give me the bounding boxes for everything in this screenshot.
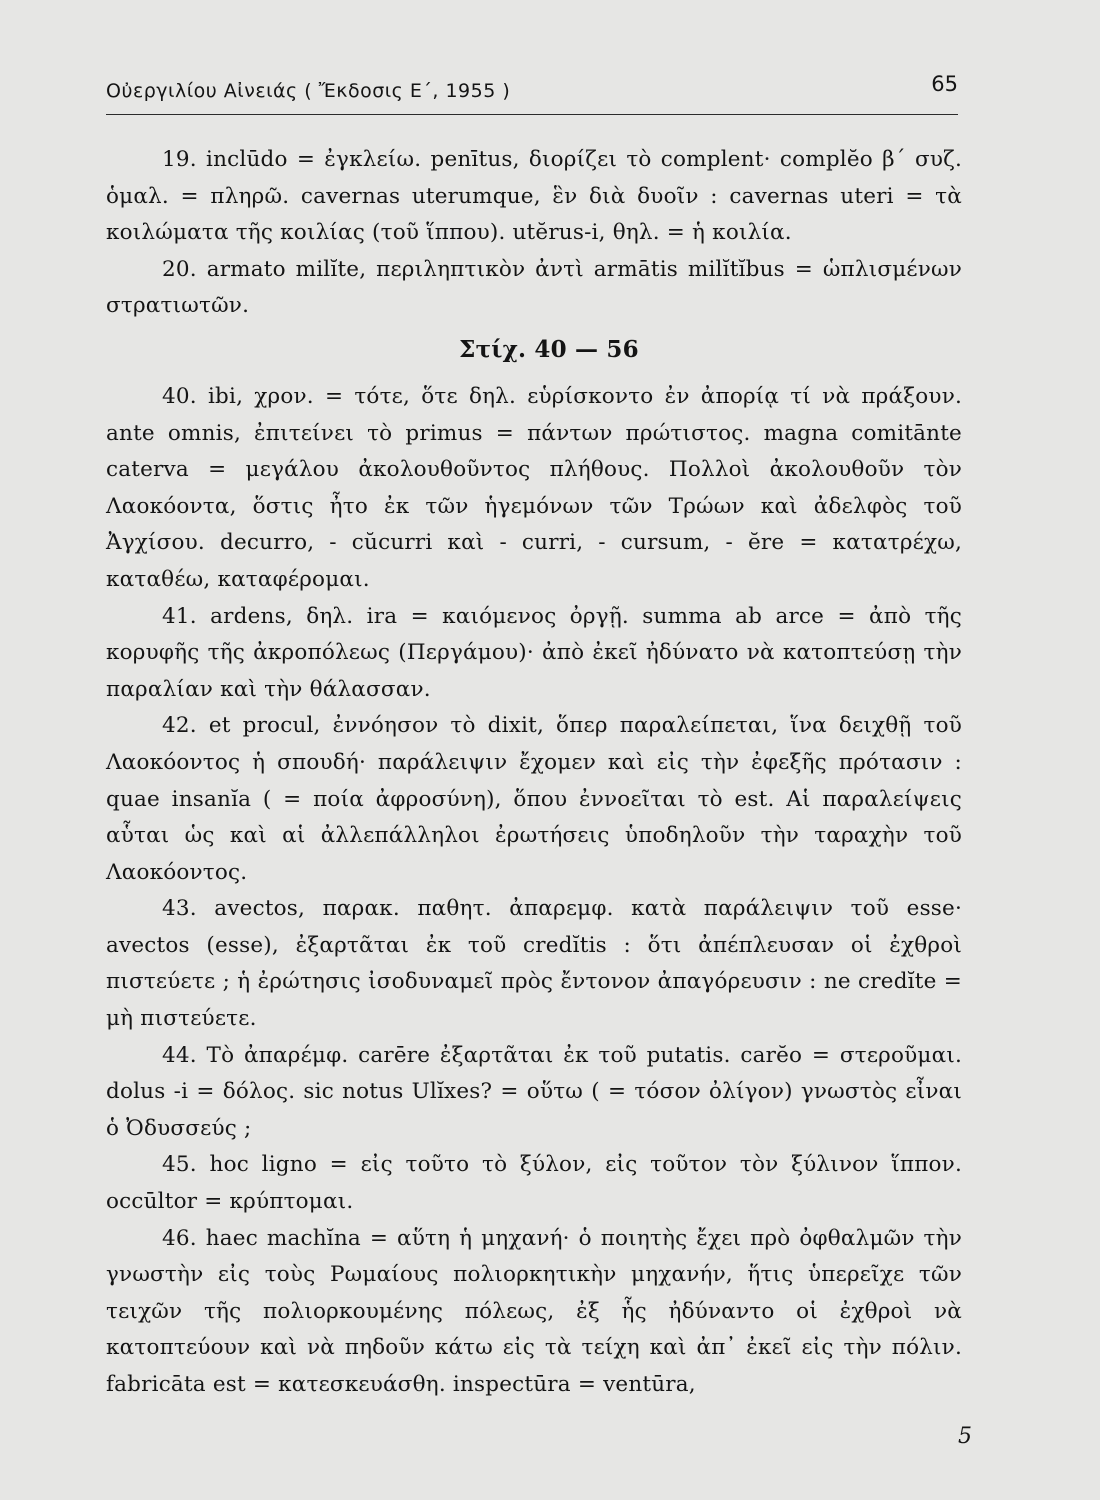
running-header xyxy=(106,72,958,115)
note-text: hoc ligno = εἰς τοῦτο τὸ ξύλον, εἰς τοῦτον τὸν ξύλινον ἵππον. occūltor = κρύπτομαι. xyxy=(106,1152,962,1215)
note-text: avectos, παρακ. παθητ. ἀπαρεμφ. κατὰ παράλειψιν τοῦ esse· avectos (esse), ἐξαρτᾶται ἐκ τοῦ credĭtis : ὅτι ἀπέπλευσαν οἱ ἐχθροὶ πιστεύετε ; ἡ ἐρώτησις ἰσοδυναμεῖ πρὸς ἔντονον ἀπαγόρευσιν : ne credĭte = μὴ πιστεύετε. xyxy=(106,896,962,1032)
note-number: 42. xyxy=(162,713,197,739)
note-text: Τὸ ἀπαρέμφ. carēre ἐξαρτᾶται ἐκ τοῦ putatis. carĕo = στεροῦμαι. dolus -i = δόλος. sic notus Ulĭxes? = οὕτω ( = τόσον ὀλίγον) γνωστὸς εἶναι ὁ Ὀδυσσεύς ; xyxy=(106,1042,962,1141)
commentary-note xyxy=(106,891,962,1037)
commentary-note xyxy=(106,142,962,252)
note-number: 19. xyxy=(162,147,197,172)
commentary-body xyxy=(106,142,962,1404)
page-number: 65 xyxy=(931,72,958,96)
note-number: 44. xyxy=(162,1042,197,1068)
note-number: 40. xyxy=(162,383,197,409)
note-text: ardens, δηλ. ira = καιόμενος ὀργῇ. summa ab arce = ἀπὸ τῆς κορυφῆς τῆς ἀκροπόλεως (Περγάμου)· ἀπὸ ἐκεῖ ἠδύνατο νὰ κατοπτεύσῃ τὴν παραλίαν καὶ τὴν θάλασσαν. xyxy=(106,603,962,702)
note-number: 20. xyxy=(162,256,197,282)
running-title: Οὐεργιλίου Αἰνειάς ( Ἔκδοσις Ε΄, 1955 ) xyxy=(106,80,511,102)
commentary-note xyxy=(106,1038,962,1148)
commentary-note xyxy=(106,1221,962,1404)
notes-group-after-heading xyxy=(106,379,962,1404)
note-text: armato milĭte, περιληπτικὸν ἀντὶ armātis milĭtĭbus = ὡπλισμένων στρατιωτῶν. xyxy=(106,256,963,319)
commentary-note xyxy=(106,708,962,891)
note-number: 41. xyxy=(162,603,197,629)
notes-group-before-heading xyxy=(106,142,962,325)
note-number: 45. xyxy=(162,1152,197,1178)
commentary-note xyxy=(106,1147,962,1220)
note-text: inclūdo = ἐγκλείω. penītus, διορίζει τὸ complent· complĕo β΄ συζ. ὁμαλ. = πληρῶ. cavernas uterumque, ἓν διὰ δυοῖν : cavernas uteri = τὰ κοιλώματα τῆς κοιλίας (τοῦ ἵππου). utĕrus-i, θηλ. = ἡ κοιλία. xyxy=(106,147,962,246)
note-text: haec machĭna = αὕτη ἡ μηχανή· ὁ ποιητὴς ἔχει πρὸ ὀφθαλμῶν τὴν γνωστὴν εἰς τοὺς Ρωμαίους πολιορκητικὴν μηχανήν, ἥτις ὑπερεῖχε τῶν τειχῶν τῆς πολιορκουμένης πόλεως, ἐξ ἧς ἠδύναντο οἱ ἐχθροὶ νὰ κατοπτεύουν καὶ νὰ πηδοῦν κάτω εἰς τὰ τείχη καὶ ἀπ᾽ ἐκεῖ εἰς τὴν πόλιν. fabricāta est = κατεσκευάσθη. inspectūra = ventūra, xyxy=(106,1225,962,1397)
signature-folio: 5 xyxy=(958,1424,972,1449)
note-number: 43. xyxy=(162,896,197,922)
commentary-note xyxy=(106,599,962,709)
section-heading: Στίχ. 40 — 56 xyxy=(459,335,639,363)
note-text: et procul, ἐννόησον τὸ dixit, ὅπερ παραλείπεται, ἵνα δειχθῇ τοῦ Λαοκόοντος ἡ σπουδή· παράλειψιν ἔχομεν καὶ εἰς τὴν ἐφεξῆς πρότασιν : quae insanĭa ( = ποία ἀφροσύνη), ὅπου ἐννοεῖται τὸ est. Αἱ παραλείψεις αὗται ὡς καὶ αἱ ἀλλεπάλληλοι ἐρωτήσεις ὑποδηλοῦν τὴν ταραχὴν τοῦ Λαοκόοντος. xyxy=(106,713,962,885)
commentary-note xyxy=(106,379,962,599)
commentary-note xyxy=(106,252,962,325)
note-number: 46. xyxy=(162,1225,197,1251)
note-text: ibi, χρον. = τότε, ὅτε δηλ. εὑρίσκοντο ἐν ἀπορίᾳ τί νὰ πράξουν. ante omnis, ἐπιτείνει τὸ primus = πάντων πρώτιστος. magna comitānte caterva = μεγάλου ἀκολουθοῦντος πλήθους. Πολλοὶ ἀκολουθοῦν τὸν Λαοκόοντα, ὅστις ἦτο ἐκ τῶν ἡγεμόνων τῶν Τρώων καὶ ἀδελφὸς τοῦ Ἀγχίσου. decurro, - cŭcurri καὶ - curri, - cursum, - ĕre = κατατρέχω, καταθέω, καταφέρομαι. xyxy=(106,383,962,592)
